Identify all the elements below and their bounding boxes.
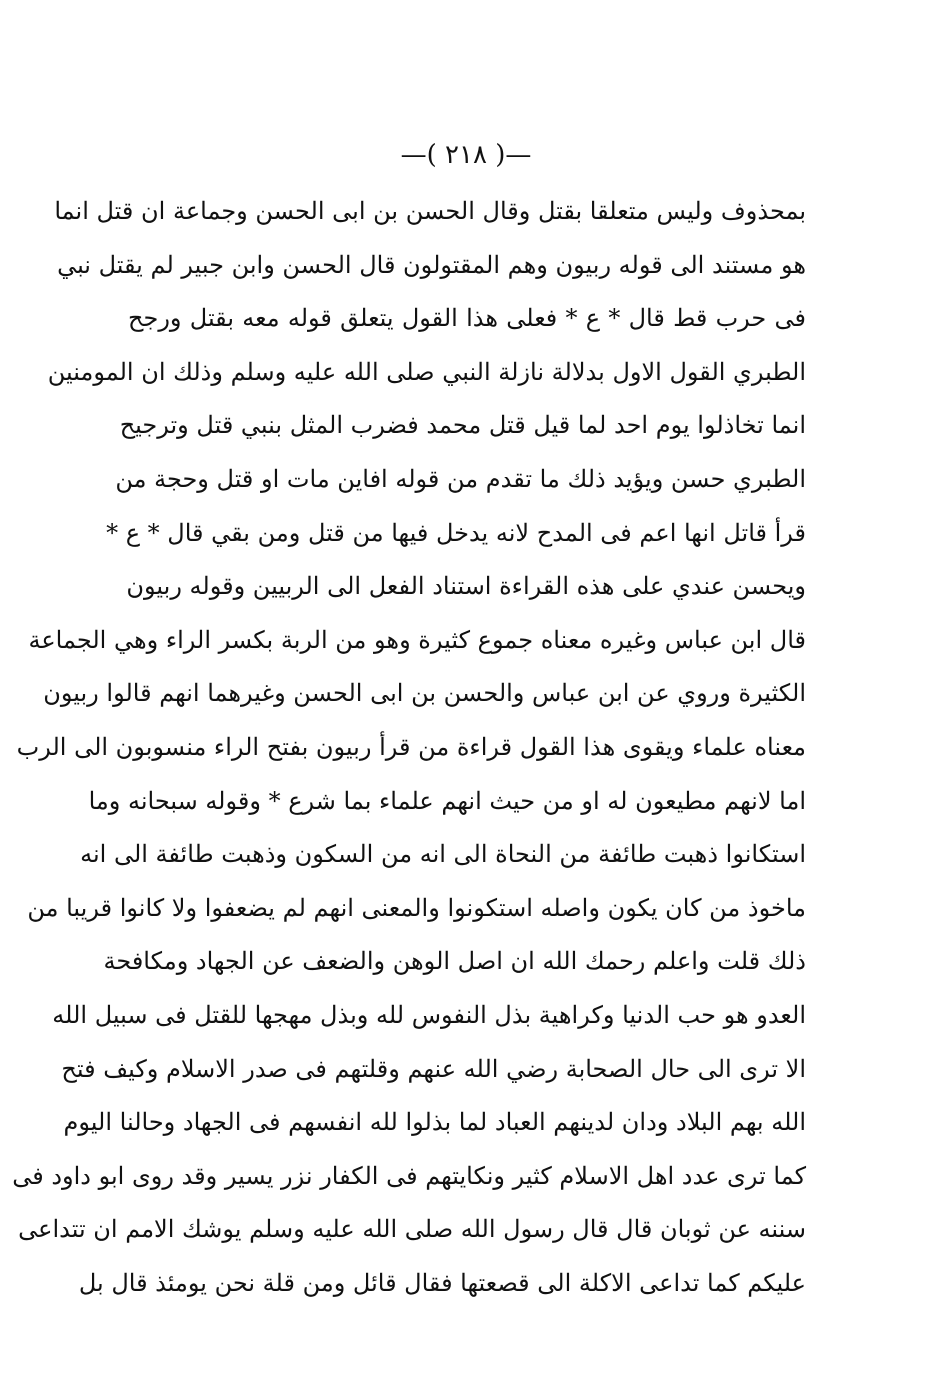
body-text — [12, 185, 806, 1310]
page-number: —( ٢١٨ )— — [400, 140, 532, 170]
text-line: هو مستند الى قوله ربيون وهم المقتولون قال الحسن وابن جبير لم يقتل نبي — [57, 250, 806, 279]
text-line: استكانوا ذهبت طائفة من النحاة الى انه من السكون وذهبت طائفة الى انه — [80, 840, 806, 869]
text-line: قرأ قاتل انها اعم فى المدح لانه يدخل فيها من قتل ومن بقي قال * ع * — [106, 518, 806, 547]
text-line: سننه عن ثوبان قال قال رسول الله صلى الله عليه وسلم يوشك الامم ان تتداعى — [18, 1215, 806, 1244]
text-line: الكثيرة وروي عن ابن عباس والحسن بن ابى الحسن وغيرهما انهم قالوا ربيون — [43, 679, 806, 708]
text-line: بمحذوف وليس متعلقا بقتل وقال الحسن بن ابى الحسن وجماعة ان قتل انما — [54, 197, 806, 225]
text-line: ماخوذ من كان يكون واصله استكونوا والمعنى انهم لم يضعفوا ولا كانوا قريبا من — [27, 893, 806, 922]
text-line: ذلك قلت واعلم رحمك الله ان اصل الوهن والضعف عن الجهاد ومكافحة — [103, 947, 806, 976]
text-line: انما تخاذلوا يوم احد لما قيل قتل محمد فضرب المثل بنبي قتل وترجيح — [119, 411, 806, 440]
text-line: العدو هو حب الدنيا وكراهية بذل النفوس لله وبذل مهجها للقتل فى سبيل الله — [52, 1000, 806, 1029]
text-line: الله بهم البلاد ودان لدينهم العباد لما بذلوا لله انفسهم فى الجهاد وحالنا اليوم — [63, 1108, 806, 1137]
text-line: اما لانهم مطيعون له او من حيث انهم علماء بما شرع * وقوله سبحانه وما — [88, 786, 806, 815]
text-line: ويحسن عندي على هذه القراءة استناد الفعل الى الربيين وقوله ربيون — [126, 572, 806, 601]
text-line: قال ابن عباس وغيره معناه جموع كثيرة وهو من الربة بكسر الراء وهي الجماعة — [28, 625, 806, 654]
text-line: الطبري القول الاول بدلالة نازلة النبي صلى الله عليه وسلم وذلك ان المومنين — [47, 357, 806, 386]
text-line: الا ترى الى حال الصحابة رضي الله عنهم وقلتهم فى صدر الاسلام وكيف فتح — [61, 1054, 806, 1083]
text-line: فى حرب قط قال * ع * فعلى هذا القول يتعلق قوله معه بقتل ورجح — [128, 304, 806, 333]
text-line: كما ترى عدد اهل الاسلام كثير ونكايتهم فى الكفار نزر يسير وقد روى ابو داود فى — [12, 1161, 806, 1190]
text-line: الطبري حسن ويؤيد ذلك ما تقدم من قوله افاين مات او قتل وحجة من — [115, 464, 806, 493]
text-line: عليكم كما تداعى الاكلة الى قصعتها فقال قائل ومن قلة نحن يومئذ قال بل — [78, 1268, 806, 1297]
text-line: معناه علماء ويقوى هذا القول قراءة من قرأ ربيون بفتح الراء منسوبون الى الرب — [16, 732, 806, 761]
